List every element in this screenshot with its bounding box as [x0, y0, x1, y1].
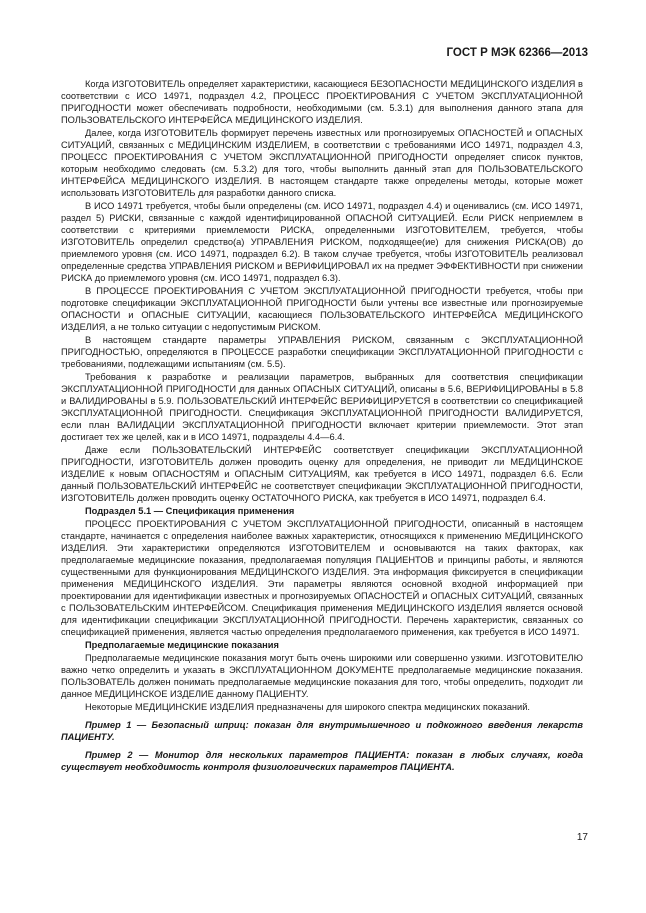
body-paragraph: В ПРОЦЕССЕ ПРОЕКТИРОВАНИЯ С УЧЕТОМ ЭКСПЛУАТАЦИОННОЙ ПРИГОДНОСТИ требуется, чтобы при подготовке спецификации ЭКСПЛУАТАЦИОННОЙ ПРИГОДНОСТИ были учтены все известные или прогнозируемые ОПАСНОСТИ и ОПАСНЫЕ СИТУАЦИИ, касающиеся ПОЛЬЗОВАТЕЛЬСКОГО ИНТЕРФЕЙСА МЕДИЦИНСКОГО ИЗДЕЛИЯ, а не только ситуации с недопустимым РИСКОМ. — [61, 286, 583, 332]
indications-paragraph: Предполагаемые медицинские показания могут быть очень широкими или совершенно узкими. ИЗГОТОВИТЕЛЮ важно четко определить и указать в ЭКСПЛУАТАЦИОННОМ ДОКУМЕНТЕ предполагаемые медицинские показания. ПОЛЬЗОВАТЕЛЬ должен понимать предполагаемые медицинские показания для того, чтобы определить, подходит ли данное МЕДИЦИНСКОЕ ИЗДЕЛИЕ данному ПАЦИЕНТУ. — [61, 653, 583, 699]
page-number: 17 — [576, 832, 588, 843]
indications-paragraph: Некоторые МЕДИЦИНСКИЕ ИЗДЕЛИЯ предназначены для широкого спектра медицинских показаний. — [85, 702, 530, 712]
subsection-paragraph: ПРОЦЕСС ПРОЕКТИРОВАНИЯ С УЧЕТОМ ЭКСПЛУАТАЦИОННОЙ ПРИГОДНОСТИ, описанный в настоящем стандарте, начинается с определения наиболее важных характеристик, относящихся к применению МЕДИЦИНСКОГО ИЗДЕЛИЯ. Эти характеристики определяются ИЗГОТОВИТЕЛЕМ и основываются на таких факторах, как предполагаемые медицинские показания, предполагаемая популяция ПАЦИЕНТОВ и принципы работы, и являются существенными для функционирования МЕДИЦИНСКОГО ИЗДЕЛИЯ. Эта информация фиксируется в спецификации применения МЕДИЦИНСКОГО ИЗДЕЛИЯ. Эти параметры являются основной входной информацией при проектировании для идентификации известных и прогнозируемых ОПАСНОСТЕЙ и ОПАСНЫХ СИТУАЦИЙ, связанных с ПОЛЬЗОВАТЕЛЬСКИМ ИНТЕРФЕЙСОМ. Спецификация применения МЕДИЦИНСКОГО ИЗДЕЛИЯ является основой для идентификации спецификации ЭКСПЛУАТАЦИОННОЙ ПРИГОДНОСТИ. Перечень характеристик, связанных со спецификацией применения, является частью определения предполагаемого применения, как требуется в ИСО 14971. — [61, 519, 583, 637]
body-paragraph: В настоящем стандарте параметры УПРАВЛЕНИЯ РИСКОМ, связанным с ЭКСПЛУАТАЦИОННОЙ ПРИГОДНОСТЬЮ, определяются в ПРОЦЕССЕ разработки спецификации ЭКСПЛУАТАЦИОННОЙ ПРИГОДНОСТИ с требованиями, подлежащими испытаниям (см. 5.5). — [61, 335, 583, 369]
example-2: Пример 2 — Монитор для нескольких параметров ПАЦИЕНТА: показан в любых случаях, когда существует необходимость контроля физиологических параметров ПАЦИЕНТА. — [61, 750, 583, 772]
document-header: ГОСТ Р МЭК 62366—2013 — [446, 47, 588, 59]
body-paragraph: В ИСО 14971 требуется, чтобы были определены (см. ИСО 14971, подраздел 4.4) и оценивались (см. ИСО 14971, раздел 5) РИСКИ, связанные с каждой идентифицированной ОПАСНОЙ СИТУАЦИЕЙ. Если РИСК неприемлем в соответствии с критериями приемлемости РИСКА, определенными ИЗГОТОВИТЕЛЕМ, требуется, чтобы ИЗГОТОВИТЕЛЬ определил средство(а) УПРАВЛЕНИЯ РИСКОМ, подходящее(ие) для снижения РИСКА(ОВ) до приемлемого уровня (см. ИСО 14971, подраздел 6.2). В таком случае требуется, чтобы ИЗГОТОВИТЕЛЬ реализовал определенные средства УПРАВЛЕНИЯ РИСКОМ и ВЕРИФИЦИРОВАЛ их на предмет ЭФФЕКТИВНОСТИ при снижении РИСКА до приемлемого уровня (см. ИСО 14971, подраздел 6.3). — [61, 201, 583, 283]
example-1: Пример 1 — Безопасный шприц: показан для внутримышечного и подкожного введения лекарств ПАЦИЕНТУ. — [61, 720, 583, 742]
subsection-heading: Подраздел 5.1 — Спецификация применения — [85, 506, 295, 516]
page-body — [61, 78, 583, 778]
body-paragraph: Когда ИЗГОТОВИТЕЛЬ определяет характеристики, касающиеся БЕЗОПАСНОСТИ МЕДИЦИНСКОГО ИЗДЕЛИЯ в соответствии с ИСО 14971, подраздел 4.2, ПРОЦЕСС ПРОЕКТИРОВАНИЯ С УЧЕТОМ ЭКСПЛУАТАЦИОННОЙ ПРИГОДНОСТИ может обеспечивать подробности, необходимыми (см. 5.3.1) для выполнения данного этапа для ПОЛЬЗОВАТЕЛЬСКОГО ИНТЕРФЕЙСА МЕДИЦИНСКОГО ИЗДЕЛИЯ. — [61, 79, 583, 125]
indications-heading: Предполагаемые медицинские показания — [85, 640, 279, 650]
body-paragraph: Далее, когда ИЗГОТОВИТЕЛЬ формирует перечень известных или прогнозируемых ОПАСНОСТЕЙ и ОПАСНЫХ СИТУАЦИЙ, связанных с МЕДИЦИНСКИМ ИЗДЕЛИЕМ, в соответствии с требованиями ИСО 14971, подраздел 4.3, ПРОЦЕСС ПРОЕКТИРОВАНИЯ С УЧЕТОМ ЭКСПЛУАТАЦИОННОЙ ПРИГОДНОСТИ определяет список пунктов, которым необходимо следовать (см. 5.3.2) для того, чтобы выполнить данный этап для ПОЛЬЗОВАТЕЛЬСКОГО ИНТЕРФЕЙСА МЕДИЦИНСКОГО ИЗДЕЛИЯ. В настоящем стандарте также определены методы, которые может использовать ИЗГОТОВИТЕЛЬ для разработки данного списка. — [61, 128, 583, 198]
body-paragraph: Требования к разработке и реализации параметров, выбранных для соответствия спецификации ЭКСПЛУАТАЦИОННОЙ ПРИГОДНОСТИ для данных ОПАСНЫХ СИТУАЦИЙ, описаны в 5.6, ВЕРИФИЦИРОВАНЫ в 5.8 и ВАЛИДИРОВАНЫ в 5.9. ПОЛЬЗОВАТЕЛЬСКИЙ ИНТЕРФЕЙС ВЕРИФИЦИРУЕТСЯ в соответствии со спецификацией ЭКСПЛУАТАЦИОННОЙ ПРИГОДНОСТИ. Спецификация ЭКСПЛУАТАЦИОННОЙ ПРИГОДНОСТИ ВАЛИДИРУЕТСЯ, если план ВАЛИДАЦИИ ЭКСПЛУАТАЦИОННОЙ ПРИГОДНОСТИ включает критерии приемлемости. Этот этап достигает тех же целей, как и в ИСО 14971, подразделы 4.4—6.4. — [61, 372, 583, 442]
body-paragraph: Даже если ПОЛЬЗОВАТЕЛЬСКИЙ ИНТЕРФЕЙС соответствует спецификации ЭКСПЛУАТАЦИОННОЙ ПРИГОДНОСТИ, ИЗГОТОВИТЕЛЬ должен проводить оценку для определения, не приводит ли МЕДИЦИНСКОЕ ИЗДЕЛИЕ к новым ОПАСНОСТЯМ и ОПАСНЫМ СИТУАЦИЯМ, как требуется в ИСО 14971, подраздел 6.6. Если данный ПОЛЬЗОВАТЕЛЬСКИЙ ИНТЕРФЕЙС не соответствует спецификации ЭКСПЛУАТАЦИОННОЙ ПРИГОДНОСТИ, ИЗГОТОВИТЕЛЬ должен проводить оценку ОСТАТОЧНОГО РИСКА, как требуется в ИСО 14971, подраздел 6.4. — [61, 445, 583, 503]
